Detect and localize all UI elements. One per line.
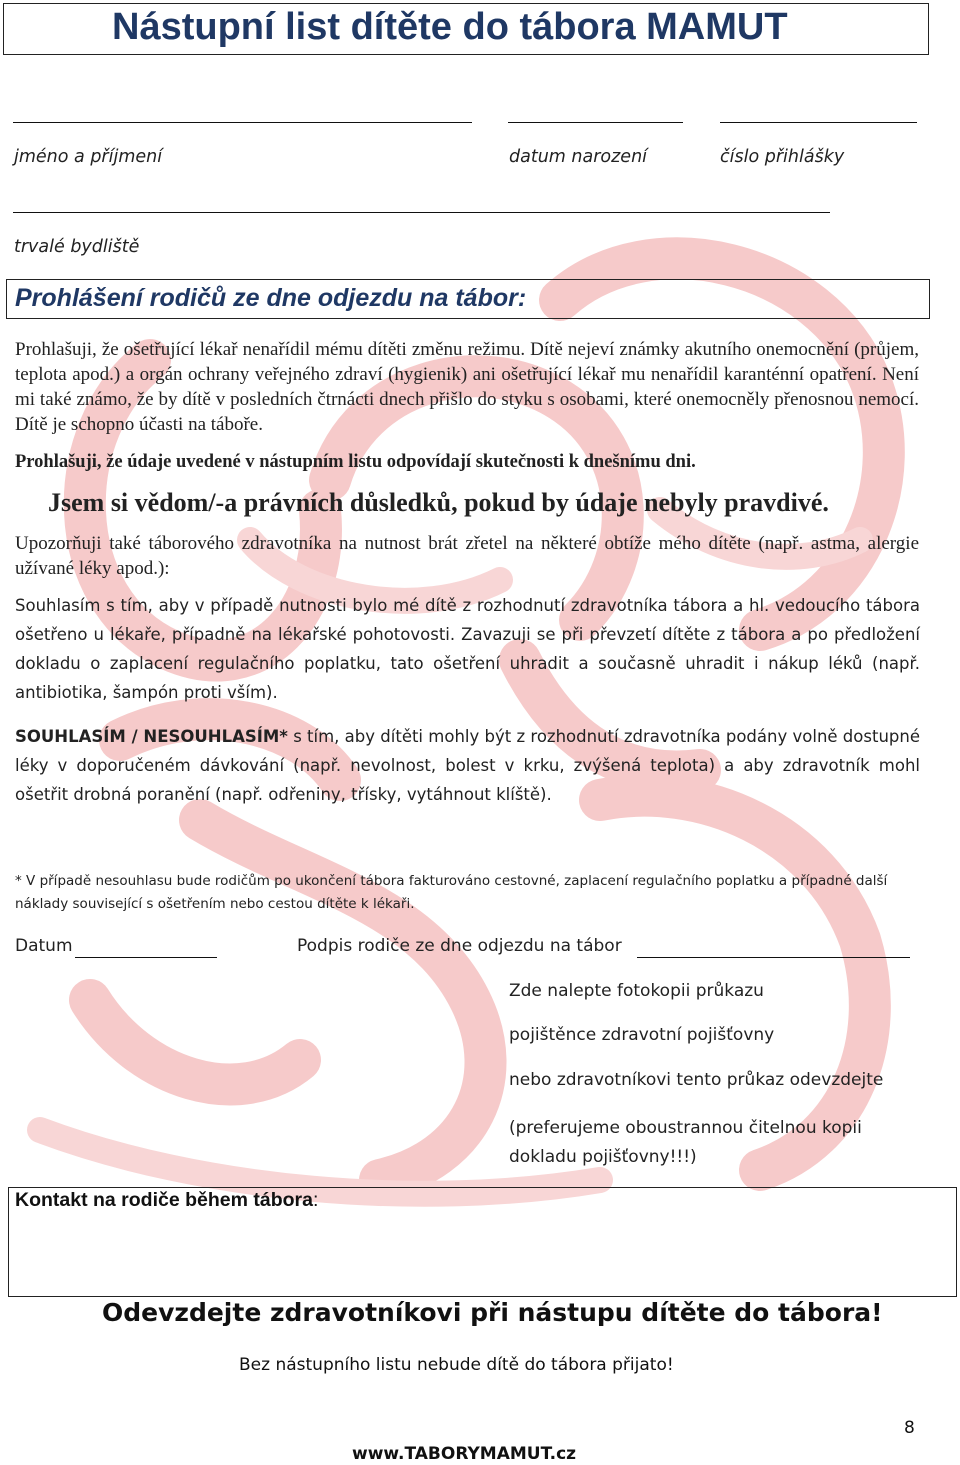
address-line[interactable] xyxy=(13,212,830,213)
submit-note: Odevzdejte zdravotníkovi při nástupu dítěte do tábora! xyxy=(102,1298,883,1327)
application-number-line[interactable] xyxy=(720,122,917,123)
name-line[interactable] xyxy=(13,122,472,123)
birth-date-label: datum narození xyxy=(509,147,648,167)
date-line[interactable] xyxy=(75,957,217,958)
not-accepted-note: Bez nástupního listu nebude dítě do tábora přijato! xyxy=(239,1355,674,1375)
insurance-note-line1: Zde nalepte fotokopii průkazu xyxy=(509,981,764,1001)
health-issues-note: Upozorňuji také táborového zdravotníka na nutnost brát zřetel na některé obtíže mého dítěte (např. astma, alergie užívané léky apod.): xyxy=(15,533,919,579)
page-number: 8 xyxy=(904,1418,915,1438)
document-title: Nástupní list dítěte do tábora MAMUT xyxy=(112,6,788,48)
insurance-note-line2: pojištěnce zdravotní pojišťovny xyxy=(509,1025,775,1045)
address-label: trvalé bydliště xyxy=(14,237,140,257)
contact-label-colon: : xyxy=(312,1189,319,1211)
website-link[interactable]: www.TABORYMAMUT.cz xyxy=(352,1444,577,1464)
insurance-note-line4: (preferujeme oboustrannou čitelnou kopii dokladu pojišťovny!!!) xyxy=(509,1118,862,1167)
declaration-title: Prohlášení rodičů ze dne odjezdu na tábor: xyxy=(15,284,527,312)
signature-line[interactable] xyxy=(637,957,910,958)
contact-label xyxy=(15,1189,318,1212)
birth-date-line[interactable] xyxy=(508,122,683,123)
insurance-note-line3: nebo zdravotníkovi tento průkaz odevzdejte xyxy=(509,1070,884,1090)
declaration-statement: Prohlašuji, že údaje uvedené v nástupním listu odpovídají skutečnosti k dnešnímu dni. xyxy=(15,452,696,472)
declaration-paragraph: Prohlašuji, že ošetřující lékař nenařídil mému dítěti změnu režimu. Dítě nejeví známky akutního onemocnění (průjem, teplota apod.) a orgán ochrany veřejného zdraví (hygienik) ani ošetřující lékař mu nenařídil karanténní opatření. Není mi také známo, že by dítě v posledních čtrnácti dnech přišlo do styku s osobami, které onemocněly přenosnou nemocí. Dítě je schopno účasti na táboře. xyxy=(15,339,919,435)
contact-label-text: Kontakt na rodiče během tábora xyxy=(15,1189,313,1211)
date-label: Datum xyxy=(15,936,73,956)
application-number-label: číslo přihlášky xyxy=(720,147,845,167)
doctor-consent-paragraph: Souhlasím s tím, aby v případě nutnosti bylo mé dítě z rozhodnutí zdravotníka tábora a hl. vedoucího tábora ošetřeno u lékaře, případně na lékařské pohotovosti. Zavazuji se při převzetí dítěte z tábora a po předložení dokladu o zaplacení regulačního poplatku, tato ošetření uhradit a současně uhradit i nákup léků (např. antibiotika, šampón proti vším). xyxy=(15,596,920,702)
signature-label: Podpis rodiče ze dne odjezdu na tábor xyxy=(297,936,622,956)
consent-rest: s tím, aby dítěti mohly být z rozhodnutí zdravotníka podány volně dostupné léky v doporučeném dávkování (např. nevolnost, bolest v krku, zvýšená teplota) a aby zdravotník mohl ošetřit drobná poranění (např. odřeniny, třísky, vytáhnout klíště). xyxy=(15,727,920,804)
name-label: jméno a příjmení xyxy=(14,147,163,167)
awareness-statement: Jsem si vědom/-a právních důsledků, pokud by údaje nebyly pravdivé. xyxy=(48,488,829,517)
medication-consent-paragraph xyxy=(15,722,920,809)
footnote: * V případě nesouhlasu bude rodičům po ukončení tábora fakturováno cestovné, zaplacení regulačního poplatku a případné další náklady související s ošetřením nebo cestou dítěte k lékaři. xyxy=(15,873,888,912)
consent-choice[interactable]: SOUHLASÍM / NESOUHLASÍM* xyxy=(15,727,288,746)
